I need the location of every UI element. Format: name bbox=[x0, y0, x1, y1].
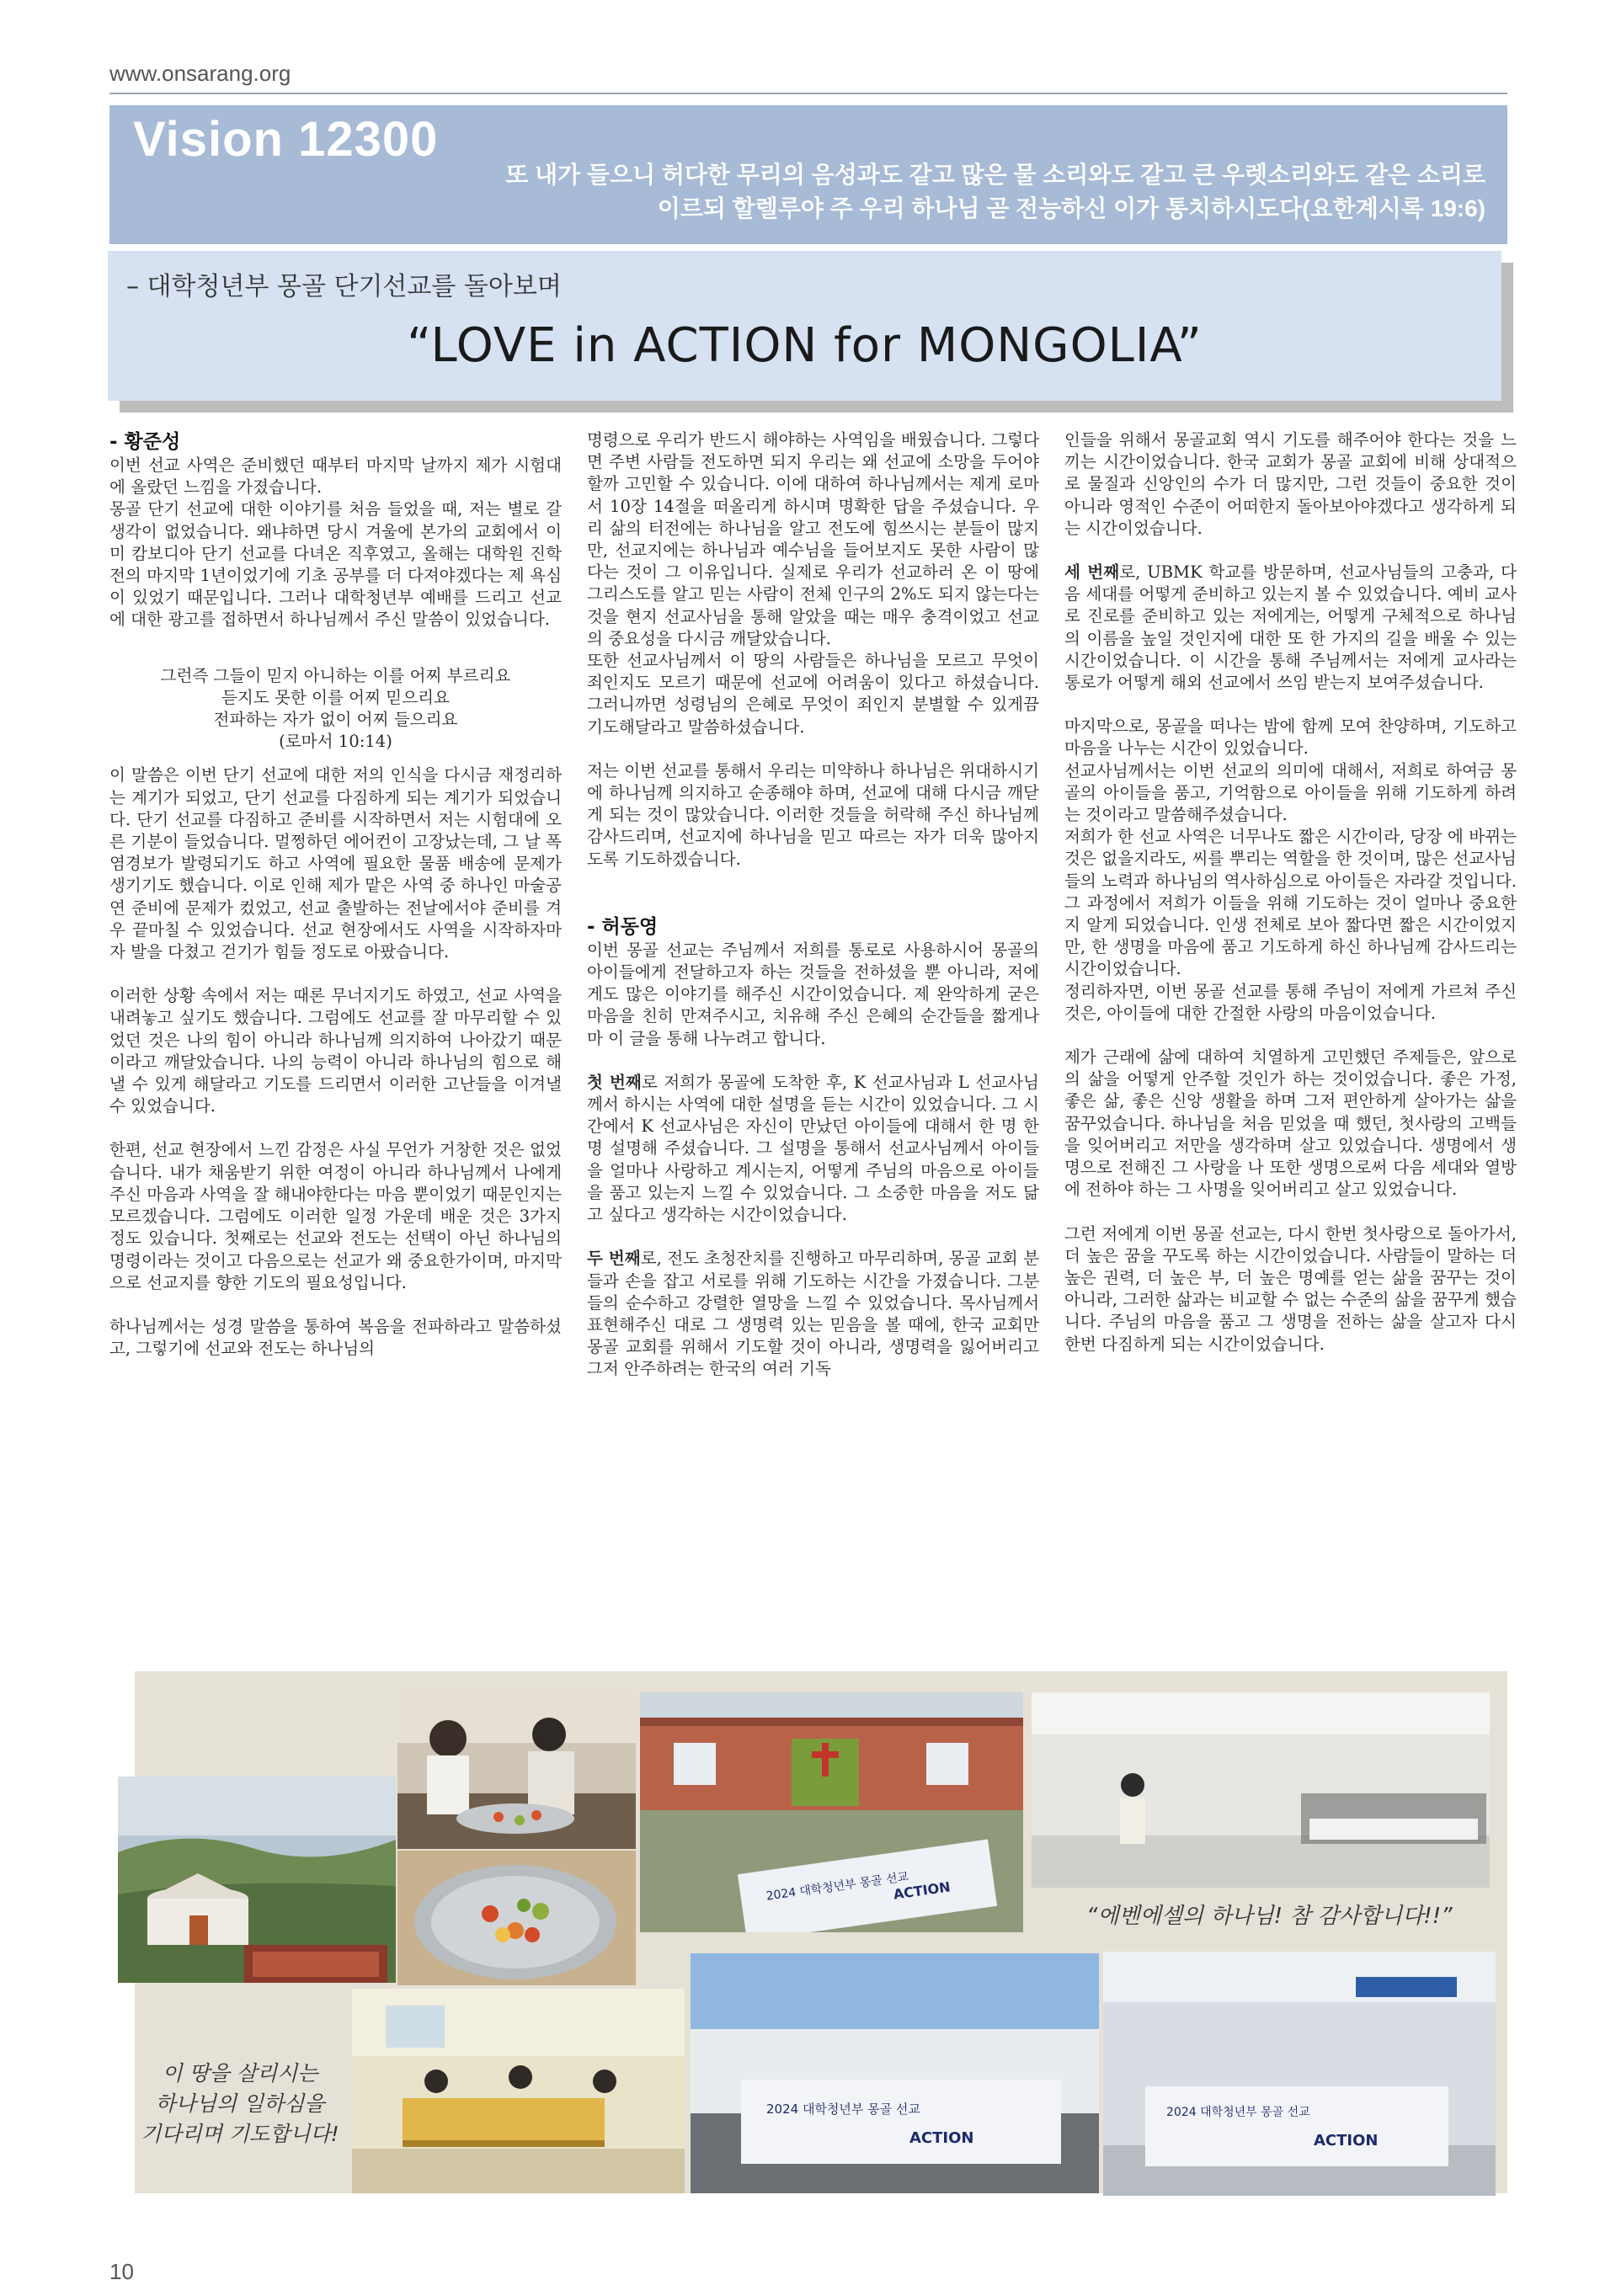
quote-line: 전파하는 자가 없이 어찌 들으리요 bbox=[213, 710, 458, 730]
paragraph-body: 로 저희가 몽골에 도착한 후, K 선교사님과 L 선교사님께서 하시는 사역에 대한 설명을 듣는 시간이 있었습니다. 그 시간에서 K 선교사님은 자신이 만났던 아이들에 대해서 한 명 한 명 설명해 주셨습니다. 그 설명을 통해서 선교사님께서 아이들을 얼마나 사랑하고 계시는지, 어떻게 주님의 마음으로 아이들을 품고 있는지 느낄 수 있었습니다. 그 소중한 마음을 저도 닮고 싶다고 생각하는 시간이었습니다. bbox=[587, 1072, 1039, 1225]
photo-yurt-landscape bbox=[118, 1777, 396, 1983]
section-title: Vision 12300 bbox=[133, 112, 439, 167]
paragraph-lead: 첫 번째 bbox=[587, 1072, 642, 1092]
article-column-3 bbox=[1064, 429, 1517, 1356]
photo-classroom bbox=[352, 1989, 685, 2193]
paragraph: 저희가 한 선교 사역은 너무나도 짧은 시간이라, 당장 에 바뀌는 것은 없을지라도, 씨를 뿌리는 역할을 한 것이며, 많은 선교사님들의 노력과 하나님의 역사하심으로 아이들은 자라갈 것입니다. 그 과정에서 저희가 이들을 위해 기도하는 것이 얼마나 중요한지 알게 되었습니다. 인생 전체로 보아 짧다면 짧은 시간이었지만, 한 생명을 마음에 품고 기도하게 하신 하나님께 감사드리는 시간이었습니다. bbox=[1064, 827, 1517, 979]
author-name: - 허동영 bbox=[587, 915, 659, 938]
bible-verse-line-2: 이르되 할렐루야 주 우리 하나님 곧 전능하신 이가 통치하시도다(요한계시록 19:6) bbox=[657, 195, 1485, 221]
caption-line: 하나님의 일하심을 bbox=[155, 2091, 325, 2116]
paragraph: 정리하자면, 이번 몽골 선교를 통해 주님이 저에게 가르쳐 주신 것은, 아이들에 대한 간절한 사랑의 마음이었습니다. bbox=[1064, 981, 1517, 1023]
paragraph-body: 로, 전도 초청잔치를 진행하고 마무리하며, 몽골 교회 분들과 손을 잡고 서로를 위해 기도하는 시간을 가졌습니다. 그분들의 순수하고 강렬한 열망을 느낄 수 있었습니다. 목사님께서 표현해주신 대로 그 생명력 있는 믿음을 볼 때에, 한국 교회만 몽골 교회를 위해서 기도할 것이 아니라, 생명력을 잃어버리고 그저 안주하려는 한국의 여러 기독 bbox=[587, 1249, 1040, 1379]
article-subtitle: – 대학청년부 몽골 단기선교를 돌아보며 bbox=[126, 272, 562, 301]
paragraph: 몽골 단기 선교에 대한 이야기를 처음 들었을 때, 저는 별로 갈 생각이 없었습니다. 왜냐하면 당시 겨울에 본가의 교회에서 이미 캄보디아 단기 선교를 다녀온 직후였고, 올해는 대학원 진학 전의 마지막 1년이었기에 기초 공부를 더 다져야겠다는 제 욕심이 있었기 때문입니다. 그러나 대학청년부 예배를 드리고 선교에 대한 광고를 접하면서 하나님께서 주신 말씀이 있었습니다. bbox=[109, 499, 562, 630]
paragraph bbox=[1064, 562, 1517, 694]
paragraph: 이번 몽골 선교는 주님께서 저희를 통로로 사용하시어 몽골의 아이들에게 전달하고자 하는 것들을 전하셨을 뿐 아니라, 저에게도 많은 이야기를 해주신 시간이었습니다. 제 완악하게 굳은 마음을 친히 만져주시고, 치유해 주신 은혜의 순간들을 짧게나마 이 글을 통해 나누려고 합니다. bbox=[587, 940, 1039, 1048]
paragraph: 마지막으로, 몽골을 떠나는 밤에 함께 모여 찬양하며, 기도하고 마음을 나누는 시간이 있었습니다. bbox=[1064, 717, 1517, 759]
article-title: “LOVE in ACTION for MONGOLIA” bbox=[407, 318, 1203, 373]
paragraph: 그런 저에게 이번 몽골 선교는, 다시 한번 첫사랑으로 돌아가서, 더 높은 꿈을 꾸도록 하는 시간이었습니다. 사람들이 말하는 더 높은 권력, 더 높은 부, 더 높은 명예를 얻는 삶을 꿈꾸는 것이 아니라, 그러한 삶과는 비교할 수 없는 수준의 삶을 꿈꾸게 했습니다. 주님의 마음을 품고 그 생명을 전하는 삶을 살고자 다시 한번 다짐하게 되는 시간이었습니다. bbox=[1064, 1223, 1517, 1354]
photo-caption-thanks: “에벤에셀의 하나님! 참 감사합니다!!” bbox=[1086, 1904, 1453, 1929]
bible-verse-line-1: 또 내가 들으니 허다한 무리의 음성과도 같고 많은 물 소리와도 같고 큰 우렛소리와도 같은 소리로 bbox=[505, 162, 1485, 188]
banner-text: 2024 대학청년부 몽골 선교 bbox=[765, 1870, 910, 1904]
paragraph: 또한 선교사님께서 이 땅의 사람들은 하나님을 모르고 무엇이 죄인지도 모르기 때문에 선교에 어려움이 있다고 하셨습니다. 그러니까면 성령님의 은혜로 무엇이 죄인지 분별할 수 있게끔 기도해달라고 말씀하셨습니다. bbox=[587, 651, 1039, 737]
paragraph: 인들을 위해서 몽골교회 역시 기도를 해주어야 한다는 것을 느끼는 시간이었습니다. 한국 교회가 몽골 교회에 비해 상대적으로 물질과 신앙인의 수가 더 많지만, 그런 것들이 중요한 것이 아니라 영적인 수준이 어떠한지 돌아보아야겠다고 생각하게 되는 시간이었습니다. bbox=[1064, 430, 1517, 538]
paragraph bbox=[587, 1072, 1039, 1226]
svg-text:ACTION: ACTION bbox=[1314, 2132, 1379, 2150]
quote-line: 듣지도 못한 이를 어찌 믿으리요 bbox=[221, 687, 450, 707]
site-url[interactable]: www.onsarang.org bbox=[109, 61, 291, 86]
paragraph: 선교사님께서는 이번 선교의 의미에 대해서, 저희로 하여금 몽골의 아이들을 품고, 기억함으로 아이들을 위해 기도하게 하려는 것이라고 말씀해주셨습니다. bbox=[1064, 760, 1517, 825]
paragraph bbox=[587, 1248, 1039, 1380]
banner-text: 2024 대학청년부 몽골 선교 bbox=[766, 2102, 920, 2117]
svg-text:ACTION: ACTION bbox=[892, 1878, 952, 1903]
paragraph: 명령으로 우리가 반드시 해야하는 사역임을 배웠습니다. 그렇다면 주변 사람들 전도하면 되지 우리는 왜 선교에 소망을 두어야 할까 고민할 수 있습니다. 이에 대하여 하나님께서는 제게 로마서 10장 14절을 떠올리게 하시며 명확한 답을 주셨습니다. 우리 삶의 터전에는 하나님을 알고 전도에 힘쓰시는 분들이 많지만, 선교지에는 하나님과 예수님을 들어보지도 못한 사람이 많다는 것이 그 이유입니다. 실제로 우리가 선교하러 온 이 땅에 그리스도를 알고 믿는 사람이 전체 인구의 2%도 되지 않는다는 것을 현지 선교사님을 통해 알았을 때는 매우 충격이었고 선교의 중요성을 다시금 깨달았습니다. bbox=[587, 430, 1039, 648]
article-column-1 bbox=[109, 429, 562, 1360]
svg-text:ACTION: ACTION bbox=[909, 2129, 974, 2147]
article-column-2 bbox=[587, 429, 1039, 1381]
paragraph: 이 말씀은 이번 단기 선교에 대한 저의 인식을 다시금 재정리하는 계기가 되었고, 단기 선교를 다짐하게 되는 계기가 되었습니다. 단기 선교를 다짐하고 준비를 시작하면서 저는 시험대에 오른 기분이 들었습니다. 멀쩡하던 에어컨이 고장났는데, 그 날 폭염경보가 발령되기도 하고 사역에 필요한 물품 배송에 문제가 생기기도 했습니다. 이로 인해 제가 맡은 사역 중 하나인 마술공연 준비에 문제가 컸었고, 선교 출발하는 전날에서야 준비를 겨우 끝마칠 수 있었습니다. 선교 현장에서도 사역을 시작하자마자 발을 다쳤고 걷기가 힘들 정도로 아팠습니다. bbox=[109, 765, 562, 962]
caption-line: 기다리며 기도합니다! bbox=[141, 2122, 339, 2146]
paragraph-lead: 세 번째 bbox=[1064, 562, 1120, 583]
photo-cooking bbox=[397, 1692, 636, 1849]
top-divider bbox=[109, 93, 1507, 94]
photo-airport-group bbox=[1103, 1952, 1496, 2196]
photo-worship-hall bbox=[1032, 1692, 1490, 1888]
paragraph-body: 로, UBMK 학교를 방문하며, 선교사님들의 고충과, 다음 세대를 어떻게 준비하고 있는지 볼 수 있었습니다. 예비 교사로 진로를 준비하고 있는 저에게는, 어떻게 구체적으로 하나님의 이름을 높일 것인지에 대한 또 한 가지의 길을 배울 수 있는 시간이었습니다. 이 시간을 통해 주님께서는 저에게 교사라는 통로가 어떻게 해외 선교에서 쓰임 받는지 보여주셨습니다. bbox=[1064, 562, 1517, 693]
quote-line: 그런즉 그들이 믿지 아니하는 이를 어찌 부르리요 bbox=[160, 665, 511, 685]
author-name: - 황준성 bbox=[109, 431, 181, 453]
photo-food-bowl bbox=[397, 1851, 636, 1985]
scripture-quote bbox=[109, 665, 562, 754]
banner-text: 2024 대학청년부 몽골 선교 bbox=[1166, 2106, 1310, 2119]
photo-church-group bbox=[640, 1692, 1023, 1932]
photo-caption-prayer bbox=[118, 2059, 362, 2150]
paragraph: 이번 선교 사역은 준비했던 때부터 마지막 날까지 제가 시험대에 올랐던 느낌을 가졌습니다. bbox=[109, 455, 562, 498]
photo-group-banner-outside bbox=[691, 1953, 1099, 2193]
paragraph: 이러한 상황 속에서 저는 때론 무너지기도 하였고, 선교 사역을 내려놓고 싶기도 했습니다. 그럼에도 선교를 잘 마무리할 수 있었던 것은 나의 힘이 아니라 하나님께 의지하여 나아갔기 때문이라고 깨달았습니다. 나의 능력이 아니라 하나님의 힘으로 해낼 수 있게 해달라고 기도를 드리면서 이러한 고난들을 이겨낼 수 있었습니다. bbox=[109, 986, 562, 1116]
paragraph: 저는 이번 선교를 통해서 우리는 미약하나 하나님은 위대하시기에 하나님께 의지하고 순종해야 하며, 선교에 대해 다시금 깨닫게 되는 것이 많았습니다. 이러한 것들을 허락해 주신 하나님께 감사드리며, 선교지에 하나님을 믿고 따르는 자가 더욱 많아지도록 기도하겠습니다. bbox=[587, 760, 1039, 869]
paragraph: 하나님께서는 성경 말씀을 통하여 복음을 전파하라고 말씀하셨고, 그렇기에 선교와 전도는 하나님의 bbox=[109, 1316, 562, 1359]
caption-line: 이 땅을 살리시는 bbox=[162, 2061, 318, 2086]
paragraph-lead: 두 번째 bbox=[587, 1249, 641, 1269]
paragraph: 한편, 선교 현장에서 느낀 감정은 사실 무언가 거창한 것은 없었습니다. 내가 채움받기 위한 여정이 아니라 하나님께서 나에게 주신 마음과 사역을 잘 해내야한다는 마음 뿐이었기 때문인지는 모르겠습니다. 그럼에도 이러한 일정 가운데 배운 것은 3가지 정도 있습니다. 첫째로는 선교와 전도는 선택이 아닌 하나님의 명령이라는 것이고 다음으로는 선교가 왜 중요한가이며, 마지막으로 선교지를 향한 기도의 필요성입니다. bbox=[109, 1140, 562, 1292]
quote-reference: (로마서 10:14) bbox=[279, 732, 392, 752]
paragraph: 제가 근래에 삶에 대하여 치열하게 고민했던 주제들은, 앞으로의 삶을 어떻게 안주할 것인가 하는 것이었습니다. 좋은 가정, 좋은 삶, 좋은 신앙 생활을 하며 그저 편안하게 살아가는 삶을 꿈꾸었습니다. 하나님을 처음 믿었을 때 했던, 첫사랑의 고백들을 잊어버리고 저만을 생각하며 살고 있었습니다. 생명에서 생명으로 전해진 그 사랑을 나 또한 생명으로써 다음 세대와 열방에 전하야 하는 그 사명을 잊어버리고 살고 있었습니다. bbox=[1064, 1047, 1517, 1200]
page-number: 10 bbox=[109, 2259, 134, 2284]
